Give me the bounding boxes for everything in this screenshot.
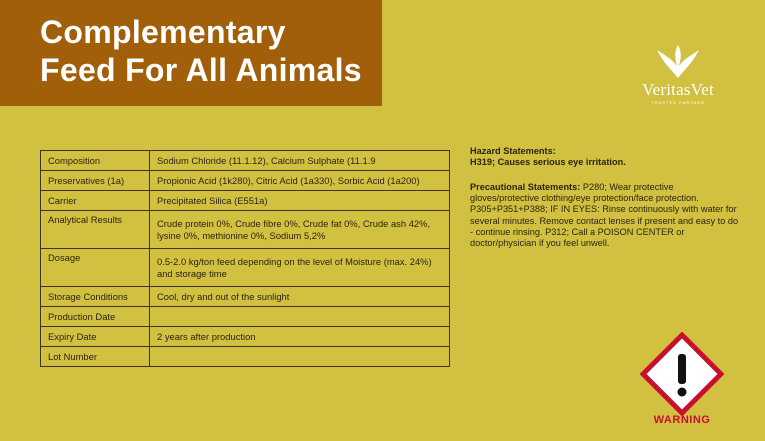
hazard-text: H319; Causes serious eye irritation. bbox=[470, 157, 626, 167]
row-value: Precipitated Silica (E551a) bbox=[150, 191, 450, 211]
table-row bbox=[41, 307, 450, 327]
row-value: 2 years after production bbox=[150, 327, 450, 347]
row-label: Dosage bbox=[41, 249, 150, 287]
row-value: Crude protein 0%, Crude fibre 0%, Crude fat 0%, Crude ash 42%, lysine 0%, methionine 0%, Sodium 5,2% bbox=[150, 211, 450, 249]
logo-name: VeritasVet bbox=[642, 80, 714, 99]
bird-wings-icon bbox=[656, 44, 700, 80]
exclamation-mark-icon bbox=[640, 332, 724, 416]
row-value: Sodium Chloride (11.1.12), Calcium Sulphate (11.1.9 bbox=[150, 151, 450, 171]
warning-label: WARNING bbox=[653, 414, 711, 426]
table-row bbox=[41, 327, 450, 347]
row-value: Cool, dry and out of the sunlight bbox=[150, 287, 450, 307]
row-label: Lot Number bbox=[41, 347, 150, 367]
table-row bbox=[41, 171, 450, 191]
hazard-statements bbox=[470, 146, 740, 168]
logo-tagline: TRUSTED PARTNER bbox=[651, 100, 705, 105]
row-label: Analytical Results bbox=[41, 211, 150, 249]
product-info-table bbox=[40, 150, 450, 367]
row-label: Expiry Date bbox=[41, 327, 150, 347]
row-label: Storage Conditions bbox=[41, 287, 150, 307]
row-label: Preservatives (1a) bbox=[41, 171, 150, 191]
title-line-2: Feed For All Animals bbox=[40, 52, 362, 88]
row-label: Production Date bbox=[41, 307, 150, 327]
table-row bbox=[41, 151, 450, 171]
table-row bbox=[41, 211, 450, 249]
precautionary-text: P280; Wear protective gloves/protective clothing/eye protection/face protection. P305+P351+P388; IF IN EYES: Rinse continuously with water for several minutes. Remove contact lenses if present and easy to do - continue rinsing. P312; Call a POISON CENTER or doctor/physician if you feel unwell. bbox=[470, 182, 739, 249]
precautionary-statements bbox=[470, 182, 740, 249]
title-banner bbox=[0, 0, 382, 106]
table-row bbox=[41, 287, 450, 307]
row-label: Carrier bbox=[41, 191, 150, 211]
veritasvet-logo bbox=[630, 44, 726, 104]
hazard-title: Hazard Statements: bbox=[470, 146, 556, 156]
title-line-1: Complementary bbox=[40, 14, 286, 50]
row-label: Composition bbox=[41, 151, 150, 171]
table-row bbox=[41, 191, 450, 211]
row-value: 0.5-2.0 kg/ton feed depending on the level of Moisture (max. 24%) and storage time bbox=[150, 249, 450, 287]
row-value: Propionic Acid (1k280), Citric Acid (1a330), Sorbic Acid (1a200) bbox=[150, 171, 450, 191]
table-row bbox=[41, 249, 450, 287]
precautionary-title: Precautional Statements: bbox=[470, 182, 581, 192]
row-value bbox=[150, 347, 450, 367]
table-row bbox=[41, 347, 450, 367]
row-value bbox=[150, 307, 450, 327]
